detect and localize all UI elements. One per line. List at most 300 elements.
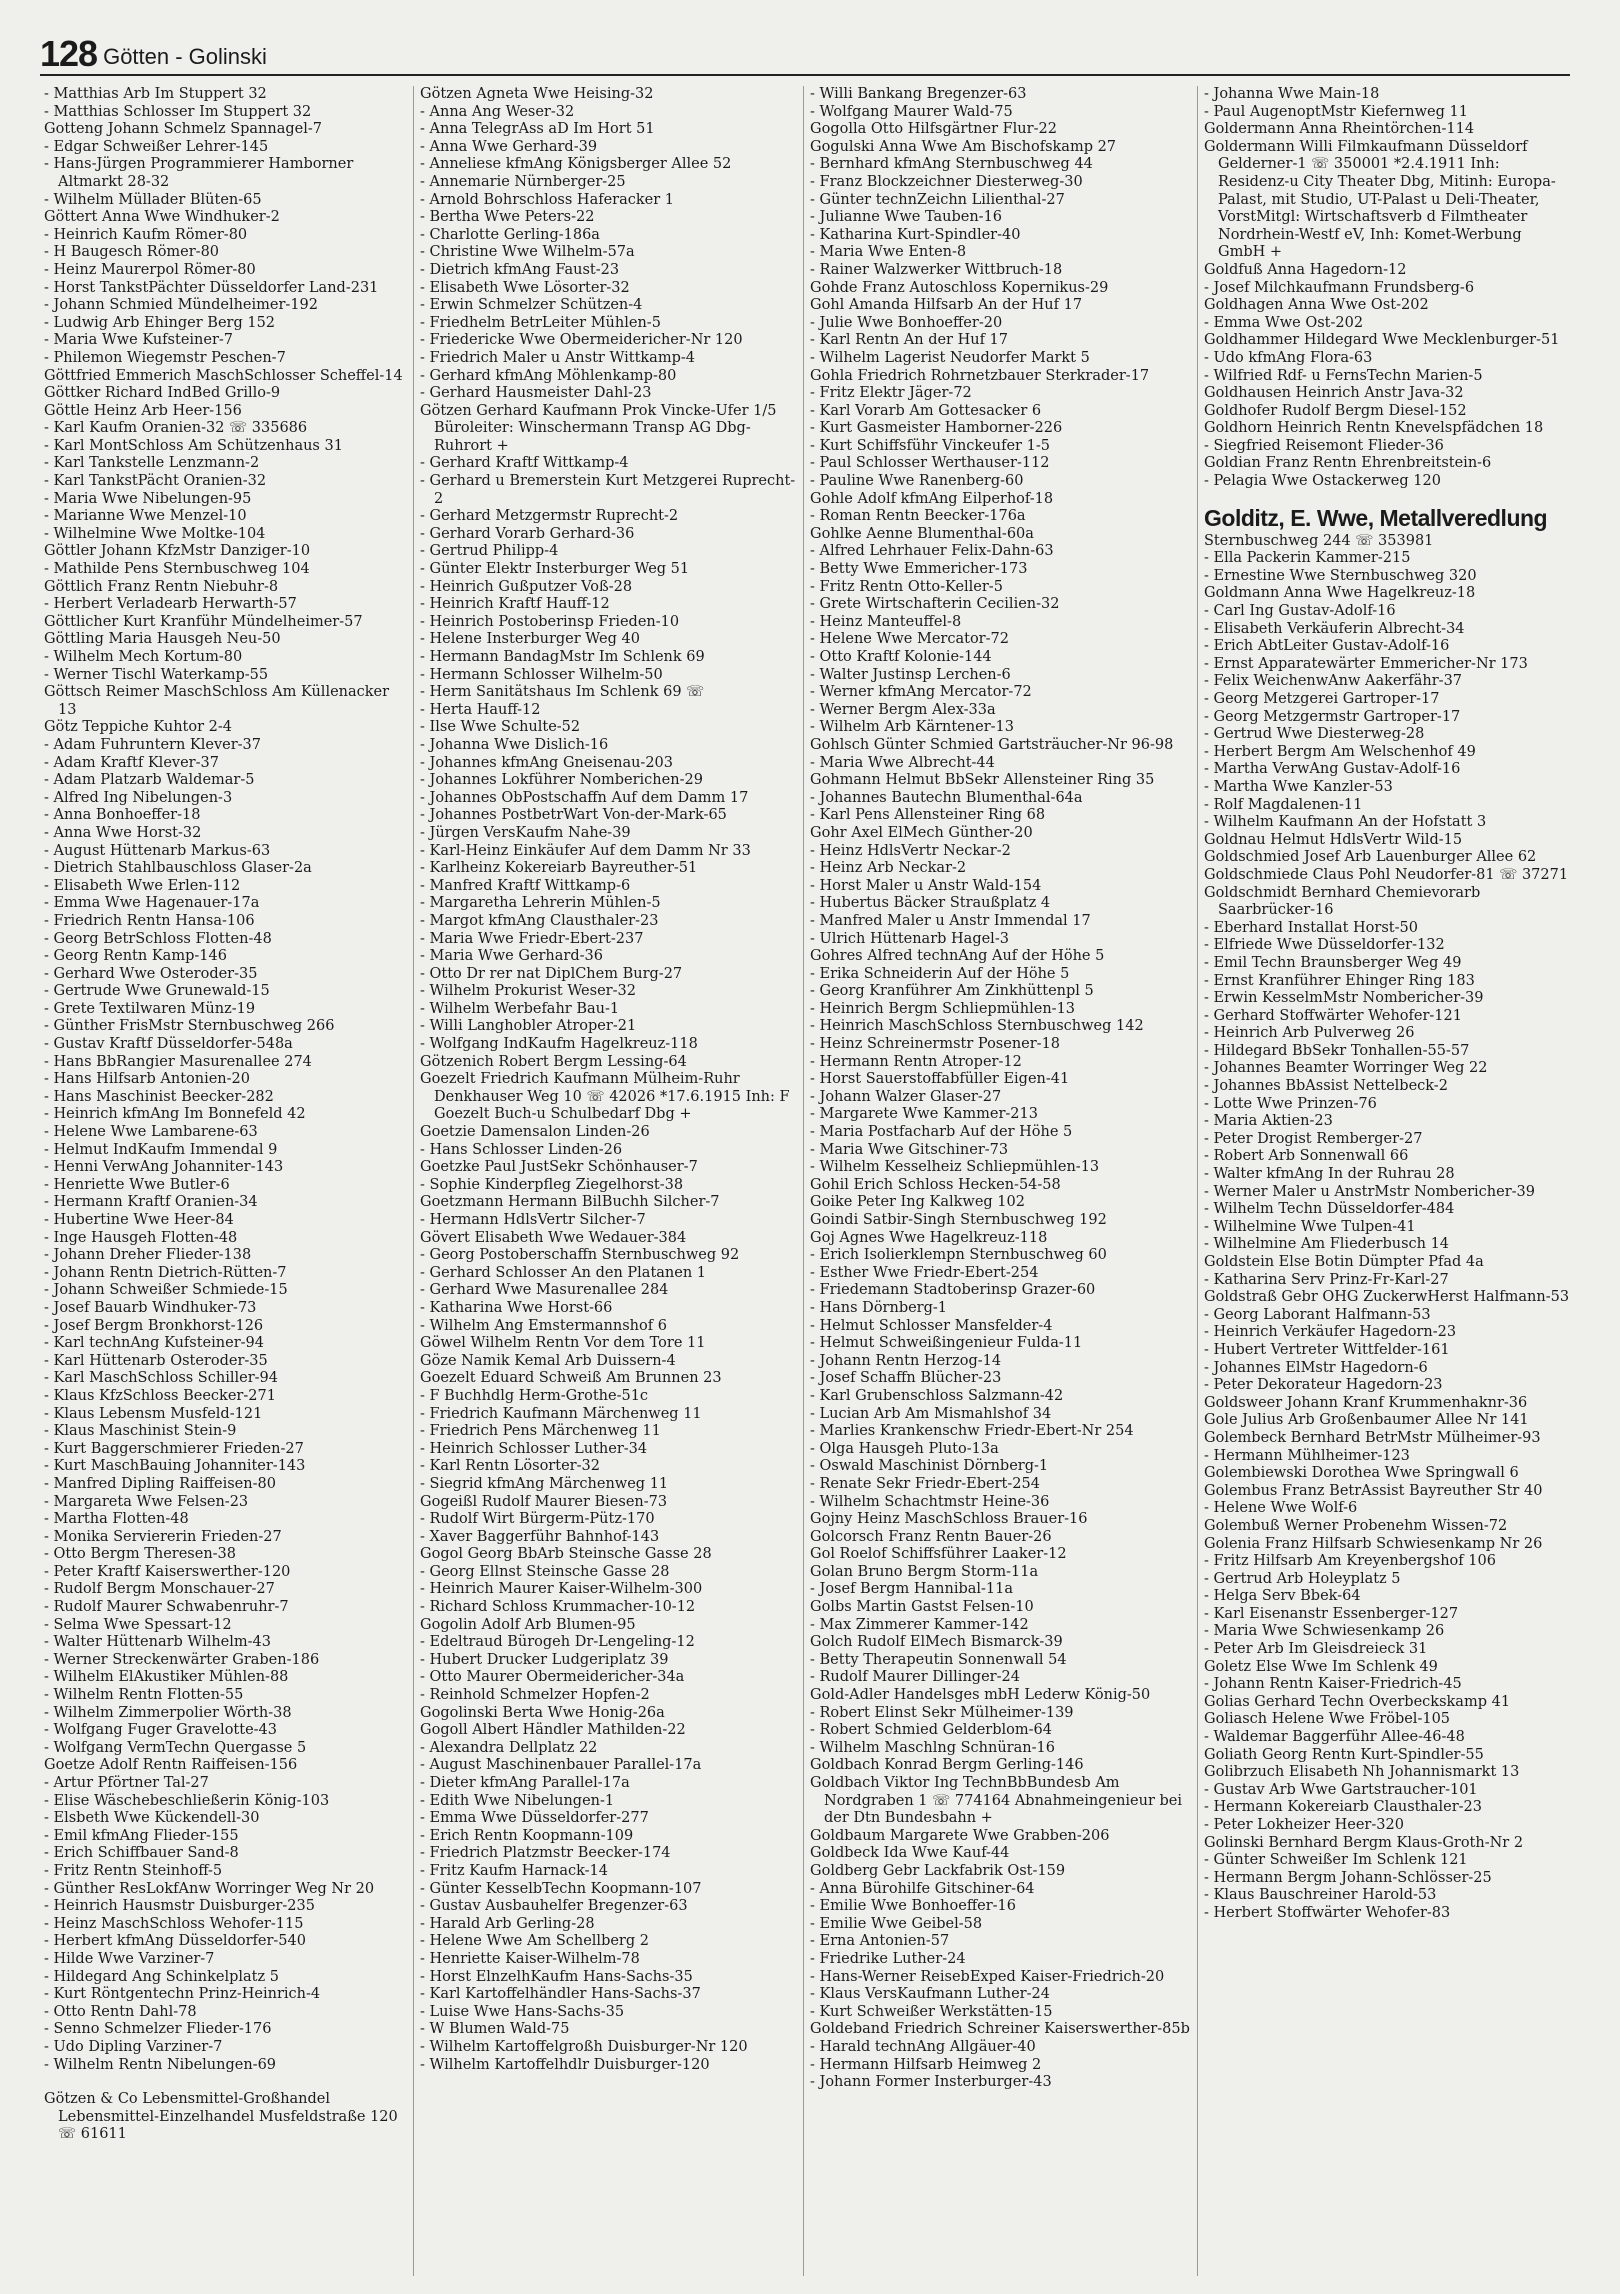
directory-entry: - Erna Antonien-57	[810, 1933, 950, 1950]
directory-entry: - Emilie Wwe Bonhoeffer-16	[810, 1898, 1016, 1915]
directory-entry: - Betty Wwe Emmericher-173	[810, 561, 1028, 578]
directory-column-3	[810, 86, 1190, 2276]
directory-entry: Goindi Satbir-Singh Sternbuschweg 192	[810, 1212, 1107, 1228]
directory-entry: - Gerhard Kraftf Wittkamp-4	[420, 455, 629, 472]
directory-entry: - Peter Arb Im Gleisdreieck 31	[1204, 1641, 1428, 1658]
directory-entry: - Annemarie Nürnberger-25	[420, 173, 626, 190]
directory-entry: - Adam Platzarb Waldemar-5	[44, 772, 255, 789]
directory-entry: Gohle Adolf kfmAng Eilperhof-18	[810, 490, 1054, 507]
directory-entry: - Georg Kranführer Am Zinkhüttenpl 5	[810, 983, 1094, 1000]
directory-entry: Goldberg Gebr Lackfabrik Ost-159	[810, 1862, 1066, 1879]
directory-entry: - Wilhelm Kartoffelgroßh Duisburger-Nr 120	[420, 2038, 748, 2055]
directory-entry: - Wilhelm Lagerist Neudorfer Markt 5	[810, 349, 1090, 366]
directory-entry: Goldermann Anna Rheintörchen-114	[1204, 121, 1475, 138]
directory-entry: - Gerhard Hausmeister Dahl-23	[420, 385, 652, 402]
directory-entry: - Karl Kaufm Oranien-32 ☏ 335686	[44, 420, 308, 437]
directory-entry: - Reinhold Schmelzer Hopfen-2	[420, 1687, 650, 1704]
directory-entry: - Hans-Jürgen Programmierer Hamborner Altmarkt 28-32	[44, 156, 354, 190]
directory-entry: - Johann Former Insterburger-43	[810, 2074, 1052, 2091]
directory-entry: - Werner Maler u AnstrMstr Nombericher-39	[1204, 1183, 1535, 1200]
directory-entry: - Otto Dr rer nat DiplChem Burg-27	[420, 965, 683, 982]
directory-entry: - Hermann Bergm Johann-Schlösser-25	[1204, 1869, 1492, 1886]
directory-entry: - Wilhelm Maschlng Schnüran-16	[810, 1739, 1055, 1756]
directory-entry: Goldhagen Anna Wwe Ost-202	[1204, 297, 1429, 314]
directory-entry: - Gertrud Arb Holeyplatz 5	[1204, 1570, 1401, 1587]
directory-entry: - Heinrich Schlosser Luther-34	[420, 1440, 648, 1457]
directory-entry: Gol Roelof Schiffsführer Laaker-12	[810, 1546, 1067, 1563]
directory-entry: - Wilhelm Schachtmstr Heine-36	[810, 1493, 1050, 1510]
directory-entry: - Betty Therapeutin Sonnenwall 54	[810, 1651, 1067, 1668]
directory-entry: - Walter Hüttenarb Wilhelm-43	[44, 1634, 271, 1651]
directory-entry: Golembeck Bernhard BetrMstr Mülheimer-93	[1204, 1429, 1541, 1446]
directory-entry: - Johannes ObPostschaffn Auf dem Damm 17	[420, 789, 749, 806]
directory-entry: - Johann Schweißer Schmiede-15	[44, 1282, 288, 1299]
directory-entry: - Kurt MaschBauing Johanniter-143	[44, 1458, 306, 1475]
directory-entry: - Josef Schaffn Blücher-23	[810, 1370, 1002, 1387]
directory-entry: - Olga Hausgeh Pluto-13a	[810, 1440, 999, 1457]
directory-entry: - Pelagia Wwe Ostackerweg 120	[1204, 473, 1441, 490]
directory-entry: - Horst ElnzelhKaufm Hans-Sachs-35	[420, 1968, 693, 1985]
directory-entry: - Herta Hauff-12	[420, 701, 541, 718]
directory-entry: - Margarete Wwe Kammer-213	[810, 1106, 1038, 1123]
directory-entry: - Matthias Arb Im Stuppert 32	[44, 86, 267, 102]
directory-entry: - Renate Sekr Friedr-Ebert-254	[810, 1475, 1040, 1492]
directory-entry: - Robert Schmied Gelderblom-64	[810, 1722, 1052, 1739]
directory-entry: Golan Bruno Bergm Storm-11a	[810, 1563, 1039, 1580]
directory-entry: - Josef Bergm Hannibal-11a	[810, 1581, 1014, 1598]
directory-entry: - Georg Metzgermstr Gartroper-17	[1204, 708, 1461, 725]
directory-entry: - Rudolf Wirt Bürgerm-Pütz-170	[420, 1511, 655, 1528]
directory-entry: Goezelt Eduard Schweiß Am Brunnen 23	[420, 1370, 722, 1387]
directory-entry: - Kurt Baggerschmierer Frieden-27	[44, 1440, 304, 1457]
directory-columns	[44, 86, 1574, 2276]
directory-entry: Gohla Friedrich Rohrnetzbauer Sterkrader-17	[810, 367, 1150, 384]
directory-entry: - Emil Techn Braunsberger Weg 49	[1204, 954, 1462, 971]
directory-entry: - Maria Wwe Schwiesenkamp 26	[1204, 1623, 1445, 1640]
directory-entry: - Horst TankstPächter Düsseldorfer Land-231	[44, 279, 379, 296]
directory-entry: - Robert Elinst Sekr Mülheimer-139	[810, 1704, 1074, 1721]
directory-entry: - Günther FrisMstr Sternbuschweg 266	[44, 1018, 335, 1035]
directory-entry: - Kurt Schiffsführ Vinckeufer 1-5	[810, 437, 1050, 454]
directory-entry: - Georg Rentn Kamp-146	[44, 948, 227, 965]
directory-entry: - Josef Bauarb Windhuker-73	[44, 1299, 257, 1316]
directory-entry: Gohlsch Günter Schmied Gartsträucher-Nr 96-98	[810, 736, 1174, 753]
directory-entry: - Julie Wwe Bonhoeffer-20	[810, 314, 1003, 331]
directory-entry: - Heinrich MaschSchloss Sternbuschweg 142	[810, 1018, 1144, 1035]
directory-entry: Golibrzuch Elisabeth Nh Johannismarkt 13	[1204, 1764, 1520, 1781]
directory-entry: Goldschmiede Claus Pohl Neudorfer-81 ☏ 37271	[1204, 866, 1569, 883]
directory-entry: Götzenich Robert Bergm Lessing-64	[420, 1053, 687, 1070]
directory-entry: Goldbaum Margarete Wwe Grabben-206	[810, 1827, 1110, 1844]
directory-entry: - Margot kfmAng Clausthaler-23	[420, 912, 659, 929]
page-number: 128	[40, 33, 98, 74]
directory-entry: - Emma Wwe Hagenauer-17a	[44, 895, 260, 912]
directory-entry: - Elisabeth Verkäuferin Albrecht-34	[1204, 620, 1465, 637]
directory-entry: - Elise Wäschebeschließerin König-103	[44, 1792, 330, 1809]
directory-entry: - Friedrich Kaufmann Märchenweg 11	[420, 1405, 702, 1422]
directory-entry: - Friedrich Pens Märchenweg 11	[420, 1423, 661, 1440]
directory-entry: - Horst Maler u Anstr Wald-154	[810, 877, 1042, 894]
directory-entry: Gohr Axel ElMech Günther-20	[810, 824, 1033, 841]
directory-entry: - Arnold Bohrschloss Haferacker 1	[420, 191, 674, 208]
directory-entry: - Gerhard Wwe Osteroder-35	[44, 965, 258, 982]
directory-entry: - Henriette Wwe Butler-6	[44, 1176, 230, 1193]
directory-entry: - Otto Bergm Theresen-38	[44, 1546, 237, 1563]
directory-entry: - Willi Bankang Bregenzer-63	[810, 86, 1027, 102]
directory-entry: - Pauline Wwe Ranenberg-60	[810, 473, 1024, 490]
directory-entry: - Lotte Wwe Prinzen-76	[1204, 1095, 1377, 1112]
directory-entry: - Maria Wwe Friedr-Ebert-237	[420, 930, 644, 947]
directory-entry: - Maria Wwe Gerhard-36	[420, 948, 603, 965]
directory-entry: - Heinz MaschSchloss Wehofer-115	[44, 1915, 304, 1932]
directory-entry: - Dieter kfmAng Parallel-17a	[420, 1775, 630, 1791]
directory-entry: - Julianne Wwe Tauben-16	[810, 209, 1003, 226]
directory-entry: - Johann Rentn Dietrich-Rütten-7	[44, 1264, 287, 1281]
directory-entry: - Elfriede Wwe Düsseldorfer-132	[1204, 937, 1445, 954]
directory-entry: - Philemon Wiegemstr Peschen-7	[44, 349, 286, 366]
directory-entry: Sternbuschweg 244 ☏ 353981	[1204, 532, 1434, 549]
directory-entry: - Otto Maurer Obermeidericher-34a	[420, 1669, 685, 1686]
directory-entry: Goldbeck Ida Wwe Kauf-44	[810, 1845, 1010, 1862]
directory-entry: - Johann Walzer Glaser-27	[810, 1088, 1002, 1105]
directory-entry: - Adam Fuhruntern Klever-37	[44, 736, 262, 753]
directory-entry: Götz Teppiche Kuhtor 2-4	[44, 719, 233, 736]
directory-entry: Gohde Franz Autoschloss Kopernikus-29	[810, 279, 1109, 296]
directory-entry: - Anna Ang Weser-32	[420, 103, 575, 120]
directory-entry: - Karl TankstPächt Oranien-32	[44, 473, 267, 490]
directory-entry: Golembus Franz BetrAssist Bayreuther Str 40	[1204, 1482, 1543, 1499]
directory-entry: - Edgar Schweißer Lehrer-145	[44, 138, 269, 155]
directory-entry: - Herm Sanitätshaus Im Schlenk 69 ☏	[420, 684, 705, 701]
directory-entry: Goetzmann Hermann BilBuchh Silcher-7	[420, 1194, 720, 1211]
directory-entry: - Helmut IndKaufm Immendal 9	[44, 1141, 278, 1158]
directory-entry: - Otto Rentn Dahl-78	[44, 2003, 197, 2020]
page-header	[40, 28, 1570, 76]
directory-entry: - Rudolf Bergm Monschauer-27	[44, 1581, 275, 1598]
directory-entry: - Herbert Verladearb Herwarth-57	[44, 596, 297, 613]
directory-entry: Golcorsch Franz Rentn Bauer-26	[810, 1528, 1052, 1545]
directory-entry: - Harald Arb Gerling-28	[420, 1915, 595, 1932]
directory-entry: Goldermann Willi Filmkaufmann Düsseldorf Gelderner-1 ☏ 350001 *2.4.1911 Inh: Residenz-u City Theater Dbg, Mitinh: Europa-Palast, mit Studio, UT-Palast u Deli-Theater, VorstMitgl: Wirtschaftsverb d Filmtheater Nordrhein-Westf eV, Inh: Komet-Werbung GmbH +	[1204, 138, 1556, 261]
directory-entry: - Maria Wwe Kufsteiner-7	[44, 332, 234, 349]
directory-entry: - Gustav Ausbauhelfer Bregenzer-63	[420, 1898, 688, 1915]
directory-entry: - Wilhelm Prokurist Weser-32	[420, 983, 636, 1000]
directory-entry: - Klaus Bauschreiner Harold-53	[1204, 1887, 1437, 1904]
directory-entry: - Horst Sauerstoffabfüller Eigen-41	[810, 1071, 1070, 1088]
directory-entry: Golembuß Werner Probenehm Wissen-72	[1204, 1517, 1508, 1534]
directory-entry: - Anna Wwe Gerhard-39	[420, 138, 598, 155]
directory-entry: - Gustav Arb Wwe Gartstraucher-101	[1204, 1781, 1478, 1798]
directory-entry: - Karl Vorarb Am Gottesacker 6	[810, 402, 1042, 419]
directory-entry: - Edeltraud Bürogeh Dr-Lengeling-12	[420, 1634, 695, 1651]
directory-entry: - Walter Justinsp Lerchen-6	[810, 666, 1011, 683]
directory-entry: Göttle Heinz Arb Heer-156	[44, 402, 242, 419]
directory-entry: - Klaus Maschinist Stein-9	[44, 1423, 237, 1440]
directory-entry: Gohl Amanda Hilfsarb An der Huf 17	[810, 297, 1083, 314]
directory-entry: Götzen Agneta Wwe Heising-32	[420, 86, 654, 102]
directory-entry: Goetzie Damensalon Linden-26	[420, 1124, 650, 1141]
directory-entry: - Karl technAng Kufsteiner-94	[44, 1335, 264, 1352]
directory-entry: - Martha Flotten-48	[44, 1511, 189, 1528]
directory-entry: - Karl Tankstelle Lenzmann-2	[44, 455, 260, 472]
directory-entry: Gohil Erich Schloss Hecken-54-58	[810, 1176, 1061, 1193]
directory-entry: Gojny Heinz MaschSchloss Brauer-16	[810, 1511, 1088, 1528]
directory-entry: - Wilhelm Zimmerpolier Wörth-38	[44, 1704, 292, 1721]
directory-entry: Göttlich Franz Rentn Niebuhr-8	[44, 578, 279, 595]
directory-entry: - Helene Wwe Wolf-6	[1204, 1500, 1358, 1517]
directory-entry: - Hubertine Wwe Heer-84	[44, 1212, 234, 1228]
directory-entry: - Erich Schiffbauer Sand-8	[44, 1845, 239, 1862]
directory-entry: Gogolin Adolf Arb Blumen-95	[420, 1616, 636, 1633]
directory-entry: - Gertrud Philipp-4	[420, 543, 559, 560]
directory-entry: Gole Julius Arb Großenbaumer Allee Nr 141	[1204, 1412, 1529, 1429]
directory-entry: - Max Zimmerer Kammer-142	[810, 1616, 1029, 1633]
directory-entry: - Peter Drogist Remberger-27	[1204, 1130, 1423, 1147]
directory-entry: - Herbert Bergm Am Welschenhof 49	[1204, 743, 1476, 760]
directory-entry: - Hans Maschinist Beecker-282	[44, 1088, 274, 1105]
directory-entry: - Heinz Maurerpol Römer-80	[44, 261, 256, 278]
directory-entry: - Manfred Maler u Anstr Immendal 17	[810, 912, 1091, 929]
directory-entry: Goldstraß Gebr OHG ZuckerwHerst Halfmann-53	[1204, 1289, 1570, 1306]
directory-entry: - Peter Dekorateur Hagedorn-23	[1204, 1377, 1443, 1394]
directory-entry: - Manfred Dipling Raiffeisen-80	[44, 1475, 276, 1492]
directory-entry: - Johanna Wwe Dislich-16	[420, 736, 609, 753]
directory-entry: - Marianne Wwe Menzel-10	[44, 508, 247, 525]
directory-entry: - Martha VerwAng Gustav-Adolf-16	[1204, 761, 1461, 778]
directory-entry: Gohlke Aenne Blumenthal-60a	[810, 525, 1034, 542]
directory-entry: - Hermann Schlosser Wilhelm-50	[420, 666, 663, 683]
directory-entry: - Ernestine Wwe Sternbuschweg 320	[1204, 567, 1477, 584]
directory-entry: - Emil kfmAng Flieder-155	[44, 1827, 239, 1844]
directory-entry: - Senno Schmelzer Flieder-176	[44, 2021, 272, 2038]
directory-entry: - Klaus KfzSchloss Beecker-271	[44, 1387, 276, 1404]
directory-entry: Goldnau Helmut HdlsVertr Wild-15	[1204, 831, 1463, 848]
directory-entry: - Hilde Wwe Varziner-7	[44, 1950, 215, 1967]
directory-entry: - Hermann HdlsVertr Silcher-7	[420, 1212, 646, 1228]
directory-entry: - Manfred Kraftf Wittkamp-6	[420, 877, 631, 894]
directory-entry: - Wilhelm Werbefahr Bau-1	[420, 1000, 620, 1017]
directory-entry: - Maria Aktien-23	[1204, 1113, 1333, 1130]
directory-entry: - Alfred Lehrhauer Felix-Dahn-63	[810, 543, 1054, 560]
directory-entry: - Klaus Lebensm Musfeld-121	[44, 1405, 263, 1422]
directory-entry: - Georg Metzgerei Gartroper-17	[1204, 691, 1440, 707]
directory-entry: - Gerhard Vorarb Gerhard-36	[420, 525, 635, 542]
directory-entry: - Klaus VersKaufmann Luther-24	[810, 1986, 1050, 2003]
directory-entry: - Gerhard Stoffwärter Wehofer-121	[1204, 1007, 1462, 1024]
directory-entry: - Dietrich Stahlbauschloss Glaser-2a	[44, 860, 312, 877]
directory-entry: - Johannes ElMstr Hagedorn-6	[1204, 1359, 1428, 1376]
directory-entry: - Gerhard kfmAng Möhlenkamp-80	[420, 367, 677, 384]
directory-entry: Gogoll Albert Händler Mathilden-22	[420, 1722, 686, 1739]
directory-entry: - Hubert Drucker Ludgeriplatz 39	[420, 1651, 669, 1668]
directory-entry: - Alfred Ing Nibelungen-3	[44, 789, 233, 806]
directory-entry: - Gerhard Metzgermstr Ruprecht-2	[420, 508, 679, 525]
directory-entry: Goliath Georg Rentn Kurt-Spindler-55	[1204, 1746, 1484, 1763]
directory-entry: Götzen & Co Lebensmittel-Großhandel Lebensmittel-Einzelhandel Musfeldstraße 120 ☏ 61611	[44, 2091, 398, 2143]
directory-entry: - Margaretha Lehrerin Mühlen-5	[420, 895, 661, 912]
directory-entry: - Hans BbRangier Masurenallee 274	[44, 1053, 312, 1070]
directory-entry: - Hildegard BbSekr Tonhallen-55-57	[1204, 1042, 1470, 1059]
directory-entry: Goldmann Anna Wwe Hagelkreuz-18	[1204, 585, 1476, 602]
directory-entry: - Günter technZeichn Lilienthal-27	[810, 191, 1065, 208]
directory-entry: - Helmut Schlosser Mansfelder-4	[810, 1317, 1053, 1334]
directory-entry: - Wolfgang VermTechn Quergasse 5	[44, 1739, 307, 1756]
directory-entry: - Anna Bürohilfe Gitschiner-64	[810, 1880, 1035, 1897]
directory-entry: - Paul AugenoptMstr Kiefernweg 11	[1204, 103, 1468, 120]
directory-entry: - Monika Serviererin Frieden-27	[44, 1528, 282, 1545]
directory-entry: - Hans Dörnberg-1	[810, 1299, 948, 1316]
directory-entry: - Mathilde Pens Sternbuschweg 104	[44, 561, 310, 578]
directory-entry: - Kurt Röntgentechn Prinz-Heinrich-4	[44, 1986, 321, 2003]
directory-entry: - Wilhelmine Wwe Moltke-104	[44, 525, 266, 542]
directory-entry: - Kurt Schweißer Werkstätten-15	[810, 2003, 1053, 2020]
directory-entry: - Johannes PostbetrWart Von-der-Mark-65	[420, 807, 727, 824]
directory-entry: - Waldemar Baggerführ Allee-46-48	[1204, 1729, 1465, 1746]
directory-entry: - Johanna Wwe Main-18	[1204, 86, 1380, 102]
directory-entry: - Maria Postfacharb Auf der Höhe 5	[810, 1124, 1073, 1141]
directory-entry: - Xaver Baggerführ Bahnhof-143	[420, 1528, 660, 1545]
directory-entry: - Anna Wwe Horst-32	[44, 824, 202, 841]
directory-entry: - Wilhelm Rentn Nibelungen-69	[44, 2056, 277, 2073]
directory-entry: - Georg BetrSchloss Flotten-48	[44, 930, 272, 947]
directory-entry: - F Buchhdlg Herm-Grothe-51c	[420, 1387, 649, 1404]
directory-entry: - Inge Hausgeh Flotten-48	[44, 1229, 238, 1246]
directory-entry: - Heinrich Hausmstr Duisburger-235	[44, 1898, 315, 1915]
directory-entry: - Fritz Kaufm Harnack-14	[420, 1862, 608, 1879]
directory-entry: Goj Agnes Wwe Hagelkreuz-118	[810, 1229, 1048, 1246]
directory-entry: - Karl Grubenschloss Salzmann-42	[810, 1387, 1064, 1404]
directory-entry: Gogolinski Berta Wwe Honig-26a	[420, 1704, 665, 1721]
directory-entry: - Friedrike Luther-24	[810, 1950, 966, 1967]
directory-entry: - Hermann BandagMstr Im Schlenk 69	[420, 649, 705, 665]
directory-entry: Golias Gerhard Techn Overbeckskamp 41	[1204, 1693, 1511, 1710]
directory-entry: Goldhofer Rudolf Bergm Diesel-152	[1204, 402, 1467, 419]
directory-entry: Goldbach Viktor Ing TechnBbBundesb Am Nordgraben 1 ☏ 774164 Abnahmeingenieur bei der Dtn Bundesbahn +	[810, 1775, 1183, 1827]
directory-entry: - Elsbeth Wwe Kückendell-30	[44, 1810, 260, 1827]
directory-entry: - Heinrich Kraftf Hauff-12	[420, 596, 610, 613]
directory-entry: - Gerhard Schlosser An den Platanen 1	[420, 1264, 707, 1281]
directory-entry: Goldeband Friedrich Schreiner Kaiserswerther-85b	[810, 2021, 1190, 2038]
directory-entry: Gövert Elisabeth Wwe Wedauer-384	[420, 1229, 687, 1246]
directory-entry: Goetzke Paul JustSekr Schönhauser-7	[420, 1159, 698, 1176]
directory-entry: - Maria Wwe Enten-8	[810, 244, 967, 261]
directory-entry: - Gerhard u Bremerstein Kurt Metzgerei Ruprecht-2	[420, 473, 796, 507]
directory-entry: - Katharina Kurt-Spindler-40	[810, 226, 1021, 243]
directory-entry: - Rainer Walzwerker Wittbruch-18	[810, 261, 1063, 278]
directory-entry: Goldsweer Johann Kranf Krummenhaknr-36	[1204, 1394, 1528, 1411]
directory-entry: - Karl MontSchloss Am Schützenhaus 31	[44, 437, 343, 454]
directory-entry: - Johannes kfmAng Gneisenau-203	[420, 754, 674, 771]
directory-entry: - Wolfgang Fuger Gravelotte-43	[44, 1722, 278, 1739]
directory-entry: - Wilhelm ElAkustiker Mühlen-88	[44, 1669, 289, 1686]
directory-entry: - Wilhelmine Wwe Tulpen-41	[1204, 1218, 1416, 1235]
directory-entry: - Hubert Vertreter Wittfelder-161	[1204, 1341, 1450, 1358]
directory-entry: - Karl Rentn An der Huf 17	[810, 332, 1009, 349]
directory-entry: Goldfuß Anna Hagedorn-12	[1204, 261, 1407, 278]
directory-entry: - Helene Wwe Am Schellberg 2	[420, 1933, 649, 1950]
directory-entry: - Johannes Lokführer Nomberichen-29	[420, 772, 703, 789]
directory-entry: - Siegrid kfmAng Märchenweg 11	[420, 1475, 669, 1492]
directory-entry: - Friedemann Stadtoberinsp Grazer-60	[810, 1282, 1096, 1299]
directory-entry: - Karl Hüttenarb Osteroder-35	[44, 1352, 268, 1369]
directory-entry: - Herbert Stoffwärter Wehofer-83	[1204, 1904, 1451, 1921]
directory-entry: - Helmut Schweißingenieur Fulda-11	[810, 1335, 1083, 1352]
directory-entry: Golinski Bernhard Bergm Klaus-Groth-Nr 2	[1204, 1834, 1524, 1851]
directory-entry: Göwel Wilhelm Rentn Vor dem Tore 11	[420, 1335, 706, 1352]
directory-entry: - Bertha Wwe Peters-22	[420, 209, 595, 226]
directory-entry: - Willi Langhobler Atroper-21	[420, 1018, 637, 1035]
directory-entry: - Friedrich Maler u Anstr Wittkamp-4	[420, 349, 695, 366]
directory-entry: - Günter Elektr Insterburger Weg 51	[420, 561, 690, 578]
directory-entry: Göttert Anna Wwe Windhuker-2	[44, 209, 280, 226]
directory-entry: - Robert Arb Sonnenwall 66	[1204, 1148, 1409, 1165]
directory-entry: Göttfried Emmerich MaschSchlosser Scheffel-14	[44, 367, 403, 384]
directory-entry: - Jürgen VersKaufm Nahe-39	[420, 824, 631, 841]
directory-entry: - Heinz Arb Neckar-2	[810, 860, 967, 877]
directory-entry: - Edith Wwe Nibelungen-1	[420, 1792, 615, 1809]
directory-entry: - Fritz Hilfsarb Am Kreyenbergshof 106	[1204, 1553, 1496, 1570]
directory-entry: - Friedericke Wwe Obermeidericher-Nr 120	[420, 332, 743, 349]
directory-entry: Gogulski Anna Wwe Am Bischofskamp 27	[810, 138, 1117, 155]
directory-entry: - Werner kfmAng Mercator-72	[810, 684, 1032, 701]
directory-entry: - Ernst Apparatewärter Emmericher-Nr 173	[1204, 655, 1528, 672]
directory-column-2	[420, 86, 796, 2276]
directory-entry: - Erwin Schmelzer Schützen-4	[420, 297, 643, 314]
directory-entry: - Helga Serv Bbek-64	[1204, 1588, 1361, 1605]
directory-entry: Golch Rudolf ElMech Bismarck-39	[810, 1634, 1063, 1651]
directory-entry: - Johannes BbAssist Nettelbeck-2	[1204, 1078, 1448, 1095]
directory-entry: - Emma Wwe Düsseldorfer-277	[420, 1810, 649, 1827]
directory-entry: - Charlotte Gerling-186a	[420, 226, 600, 243]
directory-entry: - Heinrich Gußputzer Voß-28	[420, 578, 633, 595]
directory-entry: - Georg Laborant Halfmann-53	[1204, 1306, 1431, 1323]
directory-entry: - Johann Rentn Herzog-14	[810, 1352, 1002, 1369]
directory-entry: - H Baugesch Römer-80	[44, 244, 220, 261]
directory-entry: - Franz Blockzeichner Diesterweg-30	[810, 173, 1083, 190]
directory-entry: Göttling Maria Hausgeh Neu-50	[44, 631, 281, 648]
directory-entry: - Anna TelegrAss aD Im Hort 51	[420, 121, 655, 138]
directory-entry: - Heinrich Arb Pulverweg 26	[1204, 1025, 1415, 1042]
directory-entry: - Eberhard Installat Horst-50	[1204, 919, 1418, 936]
directory-entry: Goldbach Konrad Bergm Gerling-146	[810, 1757, 1084, 1774]
directory-entry: - Felix WeichenwAnw Aakerfähr-37	[1204, 673, 1463, 690]
directory-entry: Goldhorn Heinrich Rentn Knevelspfädchen 18	[1204, 420, 1544, 437]
directory-entry: Golembiewski Dorothea Wwe Springwall 6	[1204, 1465, 1519, 1482]
directory-entry: Goldschmidt Bernhard Chemievorarb Saarbrücker-16	[1204, 884, 1481, 919]
directory-entry: - Erwin KesselmMstr Nombericher-39	[1204, 990, 1484, 1007]
directory-entry: - Karl-Heinz Einkäufer Auf dem Damm Nr 33	[420, 842, 751, 859]
directory-entry: - Karl Kartoffelhändler Hans-Sachs-37	[420, 1986, 701, 2003]
directory-entry: - Karl Eisenanstr Essenberger-127	[1204, 1605, 1459, 1622]
directory-entry: - Wolfgang IndKaufm Hagelkreuz-118	[420, 1036, 698, 1053]
directory-entry: Göze Namik Kemal Arb Duissern-4	[420, 1352, 676, 1369]
directory-entry: - Wilhelm Techn Düsseldorfer-484	[1204, 1201, 1455, 1218]
directory-entry: - Werner Tischl Waterkamp-55	[44, 666, 269, 683]
directory-entry: Goldstein Else Botin Dümpter Pfad 4a	[1204, 1254, 1484, 1270]
directory-entry: - Gertrude Wwe Grunewald-15	[44, 983, 270, 1000]
directory-entry: - Katharina Wwe Horst-66	[420, 1299, 613, 1316]
directory-entry: Gold-Adler Handelsges mbH Lederw König-50	[810, 1687, 1151, 1704]
directory-entry: - Carl Ing Gustav-Adolf-16	[1204, 603, 1396, 620]
directory-entry: - August Maschinenbauer Parallel-17a	[420, 1757, 702, 1774]
directory-entry: - Elisabeth Wwe Lösorter-32	[420, 279, 630, 296]
directory-entry: - Matthias Schlosser Im Stuppert 32	[44, 103, 312, 120]
directory-entry: - Günter KesselbTechn Koopmann-107	[420, 1880, 702, 1897]
directory-entry: - Johannes Bautechn Blumenthal-64a	[810, 789, 1083, 806]
directory-entry: - Hildegard Ang Schinkelplatz 5	[44, 1968, 279, 1985]
directory-entry: Göttler Johann KfzMstr Danziger-10	[44, 543, 311, 560]
directory-entry: - Dietrich kfmAng Faust-23	[420, 261, 620, 278]
